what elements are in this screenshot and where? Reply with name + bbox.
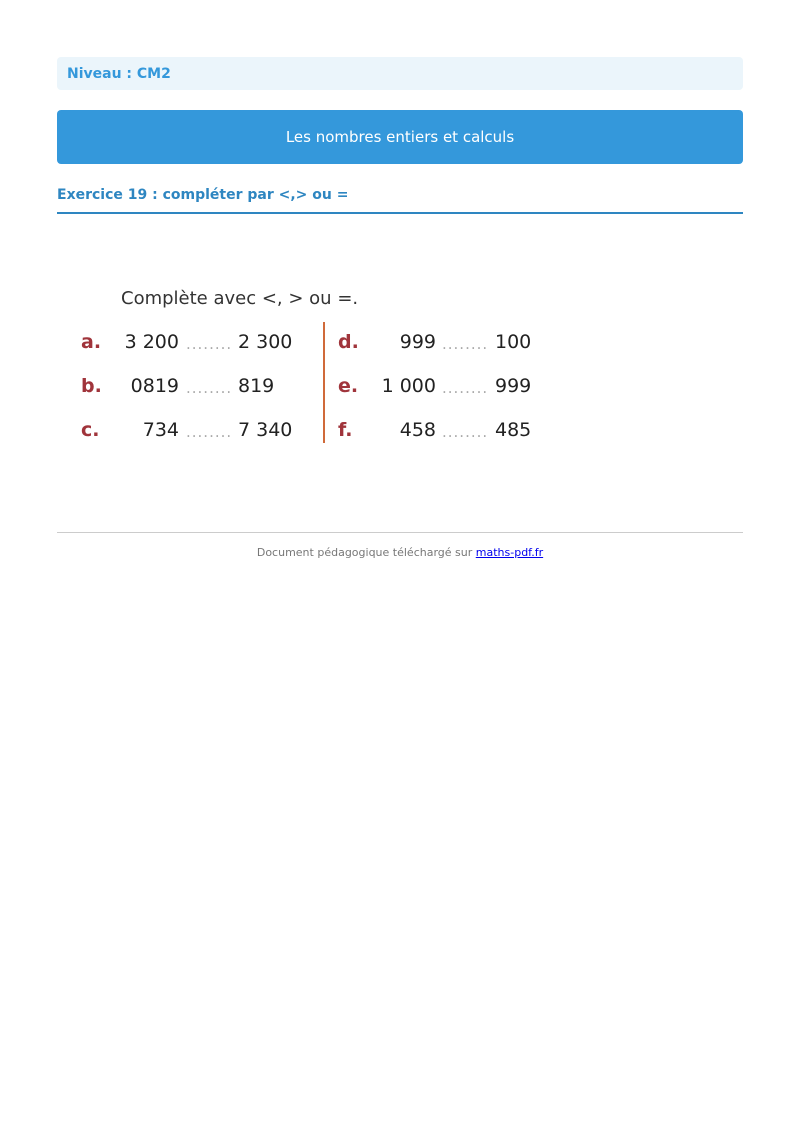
column-divider — [323, 322, 325, 443]
item-letter: e. — [338, 375, 359, 397]
exercise-item-a — [81, 331, 321, 357]
exercise-title: Exercice 19 : compléter par <,> ou = — [57, 187, 349, 203]
item-blank: ........ — [442, 379, 489, 397]
item-left-number: 3 200 — [124, 331, 179, 353]
item-right-number: 485 — [495, 419, 532, 441]
level-box — [57, 57, 743, 90]
exercise-instruction: Complète avec <, > ou =. — [121, 288, 359, 309]
item-left-number: 734 — [142, 419, 179, 441]
level-label: Niveau : CM2 — [67, 65, 171, 82]
item-left-number: 458 — [399, 419, 436, 441]
item-blank: ........ — [186, 379, 233, 397]
item-left-number: 999 — [399, 331, 436, 353]
item-right-number: 7 340 — [238, 419, 293, 441]
item-letter: a. — [81, 331, 102, 353]
item-right-number: 819 — [238, 375, 275, 397]
page-title: Les nombres entiers et calculs — [285, 128, 515, 146]
item-blank: ........ — [442, 335, 489, 353]
exercise-figure — [57, 280, 577, 460]
item-letter: c. — [81, 419, 100, 441]
footer — [0, 546, 800, 559]
item-letter: d. — [338, 331, 359, 353]
exercise-item-d — [338, 331, 573, 357]
footer-text: Document pédagogique téléchargé sur — [256, 546, 473, 559]
exercise-heading — [57, 186, 743, 214]
title-banner — [57, 110, 743, 164]
item-right-number: 100 — [495, 331, 532, 353]
item-letter: f. — [338, 419, 353, 441]
item-right-number: 2 300 — [238, 331, 293, 353]
footer-link[interactable]: maths-pdf.fr — [475, 546, 544, 559]
item-left-number: 1 000 — [381, 375, 436, 397]
exercise-item-c — [81, 419, 321, 445]
exercise-item-e — [338, 375, 573, 401]
item-left-number: 0819 — [130, 375, 179, 397]
exercise-item-f — [338, 419, 573, 445]
item-blank: ........ — [186, 423, 233, 441]
item-blank: ........ — [186, 335, 233, 353]
item-blank: ........ — [442, 423, 489, 441]
footer-divider — [57, 532, 743, 533]
item-right-number: 999 — [495, 375, 532, 397]
exercise-item-b — [81, 375, 321, 401]
item-letter: b. — [81, 375, 102, 397]
